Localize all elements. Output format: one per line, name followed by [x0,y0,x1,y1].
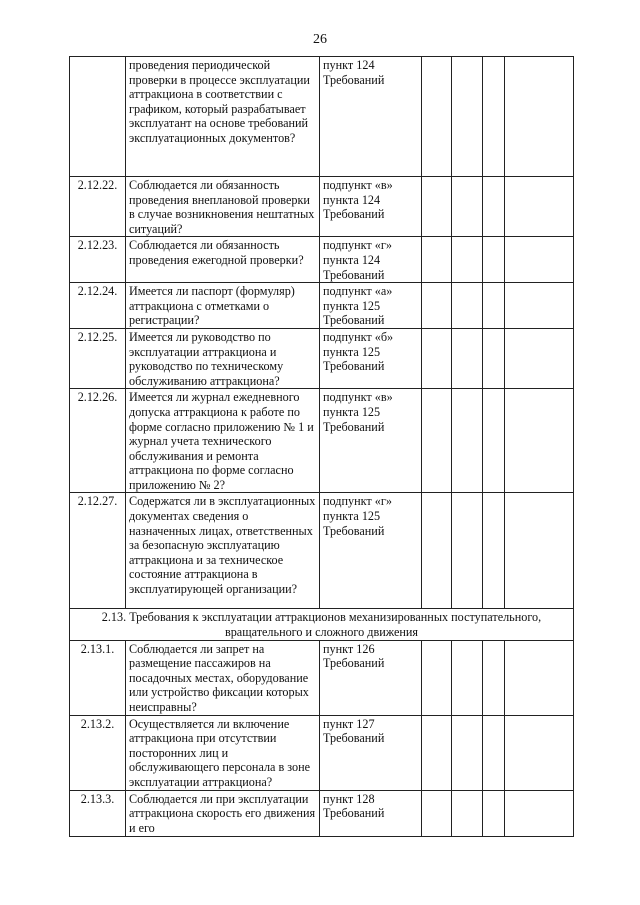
notes-cell [505,389,574,493]
notes-cell [505,715,574,790]
table-row [70,389,574,493]
item-number: 2.12.22. [70,177,126,237]
notes-cell [505,177,574,237]
answer-cell-na [483,283,505,329]
table-row [70,177,574,237]
table-row [70,790,574,836]
item-number: 2.12.27. [70,493,126,609]
requirement-reference: подпункт «в» пункта 124 Требований [320,177,422,237]
answer-cell-yes [422,715,452,790]
answer-cell-yes [422,328,452,388]
table-row [70,493,574,609]
notes-cell [505,493,574,609]
question-text: Осуществляется ли включение аттракциона при отсутствии посторонних лиц и обслуживающего персонала в зоне эксплуатации аттракциона? [126,715,320,790]
requirement-reference: подпункт «г» пункта 125 Требований [320,493,422,609]
answer-cell-na [483,57,505,177]
answer-cell-no [452,177,483,237]
answer-cell-na [483,237,505,283]
answer-cell-yes [422,389,452,493]
table-row [70,640,574,715]
answer-cell-yes [422,177,452,237]
answer-cell-no [452,790,483,836]
table-row [70,237,574,283]
requirement-reference: пункт 127 Требований [320,715,422,790]
notes-cell [505,57,574,177]
notes-cell [505,640,574,715]
answer-cell-yes [422,790,452,836]
answer-cell-no [452,715,483,790]
table-row [70,328,574,388]
notes-cell [505,790,574,836]
question-text: Соблюдается ли обязанность проведения ежегодной проверки? [126,237,320,283]
question-text: проведения периодической проверки в процессе эксплуатации аттракциона в соответствии с графиком, который разрабатывает эксплуатант на основе требований эксплуатационных документов? [126,57,320,177]
section-heading: 2.13. Требования к эксплуатации аттракционов механизированных поступательного, вращательного и сложного движения [70,609,574,640]
requirement-reference: подпункт «в» пункта 125 Требований [320,389,422,493]
answer-cell-na [483,177,505,237]
question-text: Имеется ли руководство по эксплуатации аттракциона и руководство по техническому обслуживанию аттракциона? [126,328,320,388]
answer-cell-na [483,640,505,715]
answer-cell-no [452,389,483,493]
answer-cell-no [452,283,483,329]
answer-cell-no [452,493,483,609]
answer-cell-yes [422,57,452,177]
table-row [70,57,574,177]
answer-cell-na [483,493,505,609]
answer-cell-no [452,328,483,388]
page-number: 26 [313,32,327,47]
answer-cell-na [483,328,505,388]
question-text: Соблюдается ли запрет на размещение пассажиров на посадочных местах, оборудование или устройство фиксации которых неисправны? [126,640,320,715]
answer-cell-no [452,640,483,715]
checklist-table [69,56,574,837]
item-number: 2.12.25. [70,328,126,388]
item-number: 2.13.2. [70,715,126,790]
requirement-reference: пункт 128 Требований [320,790,422,836]
question-text: Имеется ли журнал ежедневного допуска аттракциона к работе по форме согласно приложению № 1 и журнал учета технического обслуживания и ремонта аттракциона по форме согласно приложению № 2? [126,389,320,493]
requirement-reference: подпункт «а» пункта 125 Требований [320,283,422,329]
answer-cell-na [483,715,505,790]
item-number: 2.12.23. [70,237,126,283]
answer-cell-yes [422,640,452,715]
question-text: Соблюдается ли при эксплуатации аттракциона скорость его движения и его [126,790,320,836]
notes-cell [505,237,574,283]
answer-cell-na [483,790,505,836]
requirement-reference: подпункт «г» пункта 124 Требований [320,237,422,283]
question-text: Имеется ли паспорт (формуляр) аттракциона с отметками о регистрации? [126,283,320,329]
answer-cell-yes [422,283,452,329]
item-number [70,57,126,177]
question-text: Содержатся ли в эксплуатационных документах сведения о назначенных лицах, ответственных за безопасную эксплуатацию аттракциона и за техническое состояние аттракциона в эксплуатирующей организации? [126,493,320,609]
section-heading-row [70,609,574,640]
item-number: 2.12.26. [70,389,126,493]
notes-cell [505,328,574,388]
answer-cell-na [483,389,505,493]
answer-cell-no [452,57,483,177]
requirement-reference: пункт 126 Требований [320,640,422,715]
requirement-reference: пункт 124 Требований [320,57,422,177]
answer-cell-yes [422,493,452,609]
item-number: 2.13.3. [70,790,126,836]
item-number: 2.13.1. [70,640,126,715]
answer-cell-yes [422,237,452,283]
table-row [70,283,574,329]
item-number: 2.12.24. [70,283,126,329]
requirement-reference: подпункт «б» пункта 125 Требований [320,328,422,388]
notes-cell [505,283,574,329]
question-text: Соблюдается ли обязанность проведения внеплановой проверки в случае возникновения нештатных ситуаций? [126,177,320,237]
answer-cell-no [452,237,483,283]
table-row [70,715,574,790]
